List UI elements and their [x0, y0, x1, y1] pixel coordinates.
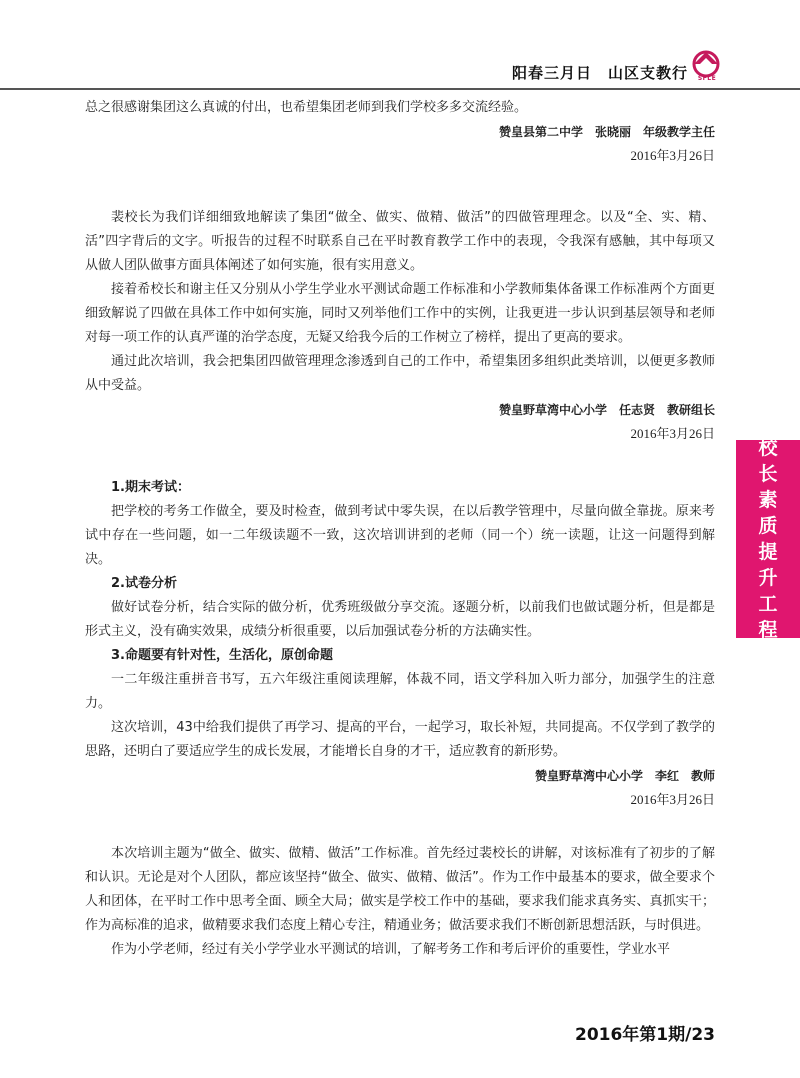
paragraph: 一二年级注重拼音书写，五六年级注重阅读理解，体裁不同，语文学科加入听力部分，加强学生的注意力。	[85, 672, 715, 711]
side-tab	[736, 437, 800, 641]
section-gap	[85, 812, 715, 842]
paragraph: 这次培训，43中给我们提供了再学习、提高的平台，一起学习，取长补短，共同提高。不仅学到了教学的思路，还明白了要适应学生的成长发展，才能增长自身的才干，适应教育的新形势。	[85, 720, 715, 759]
signature: 赞皇县第二中学 张晓丽 年级教学主任	[498, 125, 715, 139]
date: 2016年3月26日	[630, 148, 715, 163]
side-tab-char: 程	[758, 619, 778, 641]
section-heading: 3.命题要有针对性，生活化，原创命题	[111, 648, 333, 663]
date: 2016年3月26日	[630, 426, 715, 441]
signature: 赞皇野草湾中心小学 任志贤 教研组长	[498, 403, 715, 417]
side-tab-char: 长	[758, 463, 778, 485]
logo-text: SFLE	[697, 75, 717, 82]
paragraph: 接着希校长和谢主任又分别从小学生学业水平测试命题工作标准和小学教师集体备课工作标准两个方面更细致解说了四做在具体工作中如何实施，同时又列举他们工作中的实例，让我更进一步认识到基层领导和老师对每一项工作的认真严谨的治学态度，无疑又给我今后的工作树立了榜样，提出了更高的要求。	[85, 282, 715, 345]
page-number: 2016年第1期/23	[574, 1025, 715, 1045]
paragraph: 裴校长为我们详细细致地解读了集团“做全、做实、做精、做活”的四做管理理念。以及“全、实、精、活”四字背后的文字。听报告的过程不时联系自己在平时教育教学工作中的表现，令我深有感触，其中每项又从做人团队做事方面具体阐述了如何实施，很有实用意义。	[85, 210, 715, 273]
signature: 赞皇野草湾中心小学 李红 教师	[534, 769, 715, 783]
side-tab-char: 升	[758, 567, 778, 589]
school-logo-icon	[686, 48, 726, 88]
paragraph: 总之很感谢集团这么真诚的付出，也希望集团老师到我们学校多多交流经验。	[85, 100, 528, 115]
paragraph: 通过此次培训，我会把集团四做管理理念渗透到自己的工作中，希望集团多组织此类培训，以便更多教师从中受益。	[85, 354, 715, 393]
section-gap	[85, 446, 715, 476]
paragraph: 把学校的考务工作做全，要及时检查，做到考试中零失误，在以后教学管理中，尽量向做全靠拢。原来考试中存在一些问题，如一二年级读题不一致，这次培训讲到的老师（同一个）统一读题，让这一问题得到解决。	[85, 504, 715, 567]
side-tab-char: 素	[758, 489, 778, 511]
side-tab-char: 工	[758, 593, 778, 615]
side-tab-char: 提	[758, 541, 778, 563]
article-body	[85, 96, 715, 962]
header-divider	[0, 88, 800, 90]
page-header	[0, 0, 800, 90]
paragraph: 做好试卷分析，结合实际的做分析，优秀班级做分享交流。逐题分析，以前我们也做试题分析，但是都是形式主义，没有确实效果，成绩分析很重要，以后加强试卷分析的方法确实性。	[85, 600, 715, 639]
paragraph: 作为小学老师，经过有关小学学业水平测试的培训，了解考务工作和考后评价的重要性，学业水平	[111, 942, 671, 957]
date: 2016年3月26日	[630, 792, 715, 807]
section-heading: 2.试卷分析	[111, 576, 177, 591]
side-tab-char: 校	[758, 437, 778, 459]
paragraph: 本次培训主题为“做全、做实、做精、做活”工作标准。首先经过裴校长的讲解，对该标准有了初步的了解和认识。无论是对个人团队，都应该坚持“做全、做实、做精、做活”。作为工作中最基本的要求，做全要求个人和团体，在平时工作中思考全面、顾全大局；做实是学校工作中的基础，要求我们能求真务实、真抓实干；作为高标准的追求，做精要求我们态度上精心专注，精通业务；做活要求我们不断创新思想活跃，与时俱进。	[85, 846, 715, 933]
header-title: 阳春三月日 山区支教行	[511, 64, 688, 82]
section-gap	[85, 168, 715, 206]
section-heading: 1.期末考试：	[111, 480, 190, 495]
side-tab-char: 质	[758, 515, 778, 537]
